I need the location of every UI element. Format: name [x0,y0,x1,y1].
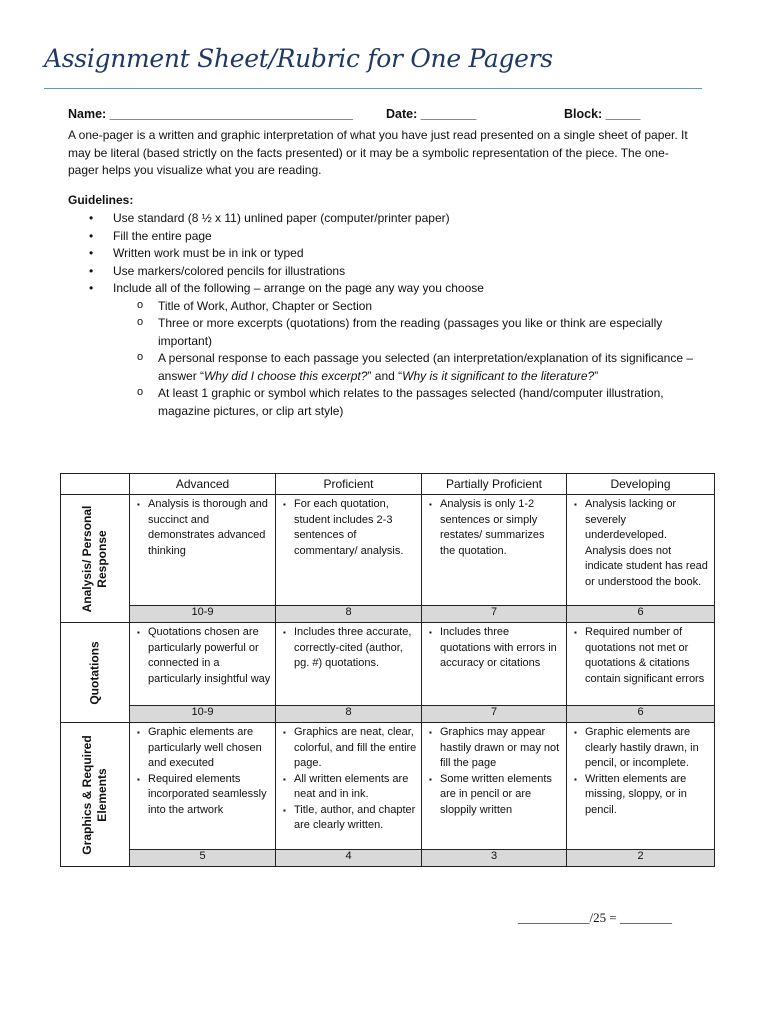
score-cell: 7 [422,606,567,623]
required-elements-list [113,298,708,421]
rubric-cell: ▪ Graphics are neat, clear, colorful, and fill the entire page. ▪ All written elements are neat and in ink. ▪ Title, author, and chapter are clearly written. [276,723,422,850]
bullet-icon: • [89,281,94,295]
square-bullet-icon: ▪ [429,728,432,737]
rubric-cell: ▪ Required number of quotations not met or quotations & citations contain significant errors [567,623,715,706]
rubric-cell: ▪ Includes three accurate, correctly-cited (author, pg. #) quotations. [276,623,422,706]
guidelines-list [68,210,708,420]
square-bullet-icon: ▪ [137,728,140,737]
row-label-analysis: Analysis/ Personal Response [61,495,130,623]
guidelines-heading: Guidelines: [68,193,134,207]
rubric-cell: ▪ Graphic elements are clearly hastily drawn, in pencil, or incomplete. ▪ Written elements are missing, sloppy, or in pencil. [567,723,715,850]
list-item: • Use markers/colored pencils for illustrations [68,263,708,281]
title-divider [44,88,702,89]
header-corner [61,474,130,495]
circle-bullet-icon: o [137,298,144,311]
list-item: • Use standard (8 ½ x 11) unlined paper (computer/printer paper) [68,210,708,228]
name-field: Name: ___________________________________ [68,107,353,121]
page-title: Assignment Sheet/Rubric for One Pagers [44,44,553,73]
square-bullet-icon: ▪ [574,628,577,637]
date-field: Date: ________ [386,107,477,121]
header-partially-proficient: Partially Proficient [422,474,567,495]
row-label-quotations: Quotations [61,623,130,723]
rubric-row-analysis [61,495,715,606]
bullet-icon: • [89,246,94,260]
square-bullet-icon: ▪ [574,774,577,784]
header-developing: Developing [567,474,715,495]
square-bullet-icon: ▪ [137,500,140,509]
score-cell: 6 [567,706,715,723]
rubric-cell: ▪ Analysis is only 1-2 sentences or simply restates/ summarizes the quotation. [422,495,567,606]
rubric-row-quotations [61,623,715,706]
square-bullet-icon: ▪ [574,500,577,509]
square-bullet-icon: ▪ [429,500,432,509]
bullet-icon: • [89,263,94,278]
score-cell: 8 [276,706,422,723]
score-cell: 8 [276,606,422,623]
score-row [61,606,715,623]
student-info-line [68,107,708,125]
sub-list-item: o Three or more excerpts (quotations) from the reading (passages you like or think are especially important) [137,316,663,348]
header-proficient: Proficient [276,474,422,495]
block-field: Block: _____ [564,107,641,121]
square-bullet-icon: ▪ [283,728,286,737]
score-row [61,706,715,723]
intro-paragraph: A one-pager is a written and graphic interpretation of what you have just read presented on a single sheet of paper. It may be literal (based strictly on the facts presented) or it may be a symbolic representation of the piece. The one-pager helps you visualize what you are reading. [68,128,688,177]
circle-bullet-icon: o [137,386,144,398]
square-bullet-icon: ▪ [283,500,286,509]
square-bullet-icon: ▪ [283,628,286,637]
rubric-cell: ▪ Analysis is thorough and succinct and demonstrates advanced thinking [130,495,276,606]
sub-list-item: o A personal response to each passage you selected (an interpretation/explanation of its significance – answer “Why did I choose this excerpt?” and “Why is it significant to the literature?” [137,351,694,383]
square-bullet-icon: ▪ [137,774,140,784]
list-item: • Include all of the following – arrange on the page any way you choose o Title of Work, Author, Chapter or Section o Three or more excerpts (quotations) from the reading (passages you like or think are especially important) o A personal response to each passage you selected (an interpretation/explanation of its significance – answer “Why did I choose this excerpt?” and “Why is it significant to the literature?” o At least 1 graphic or symbol which relates to the passages selected (hand/computer illustration, magazine pictures, or clip art style) [68,280,708,420]
circle-bullet-icon: o [137,351,144,363]
rubric-cell: ▪ For each quotation, student includes 2-3 sentences of commentary/ analysis. [276,495,422,606]
square-bullet-icon: ▪ [429,628,432,637]
total-score-line: ___________/25 = ________ [518,910,672,925]
rubric-cell: ▪ Graphics may appear hastily drawn or may not fill the page ▪ Some written elements are in pencil or are sloppily written [422,723,567,850]
row-label-graphics: Graphics & Required Elements [61,723,130,867]
rubric-header-row [61,474,715,495]
rubric-cell: ▪ Graphic elements are particularly well chosen and executed ▪ Required elements incorporated seamlessly into the artwork [130,723,276,850]
bullet-icon: • [89,228,94,243]
square-bullet-icon: ▪ [283,774,286,784]
score-cell: 2 [567,850,715,867]
square-bullet-icon: ▪ [429,774,432,784]
rubric-table [60,473,715,867]
bullet-icon: • [89,211,94,225]
score-row [61,850,715,867]
score-cell: 7 [422,706,567,723]
score-cell: 3 [422,850,567,867]
rubric-row-graphics [61,723,715,850]
rubric-cell: ▪ Quotations chosen are particularly powerful or connected in a particularly insightful way [130,623,276,706]
score-cell: 6 [567,606,715,623]
list-item: • Written work must be in ink or typed [68,245,708,263]
rubric-cell: ▪ Analysis lacking or severely underdeveloped. Analysis does not indicate student has read or understood the book. [567,495,715,606]
sub-list-item: o At least 1 graphic or symbol which relates to the passages selected (hand/computer illustration, magazine pictures, or clip art style) [137,386,664,418]
header-advanced: Advanced [130,474,276,495]
score-cell: 10-9 [130,706,276,723]
score-cell: 4 [276,850,422,867]
sub-list-item: o Title of Work, Author, Chapter or Section [137,298,373,313]
circle-bullet-icon: o [137,316,144,328]
square-bullet-icon: ▪ [283,805,286,815]
square-bullet-icon: ▪ [574,728,577,737]
score-cell: 5 [130,850,276,867]
square-bullet-icon: ▪ [137,628,140,637]
score-cell: 10-9 [130,606,276,623]
list-item: • Fill the entire page [68,228,708,246]
rubric-cell: ▪ Includes three quotations with errors in accuracy or citations [422,623,567,706]
